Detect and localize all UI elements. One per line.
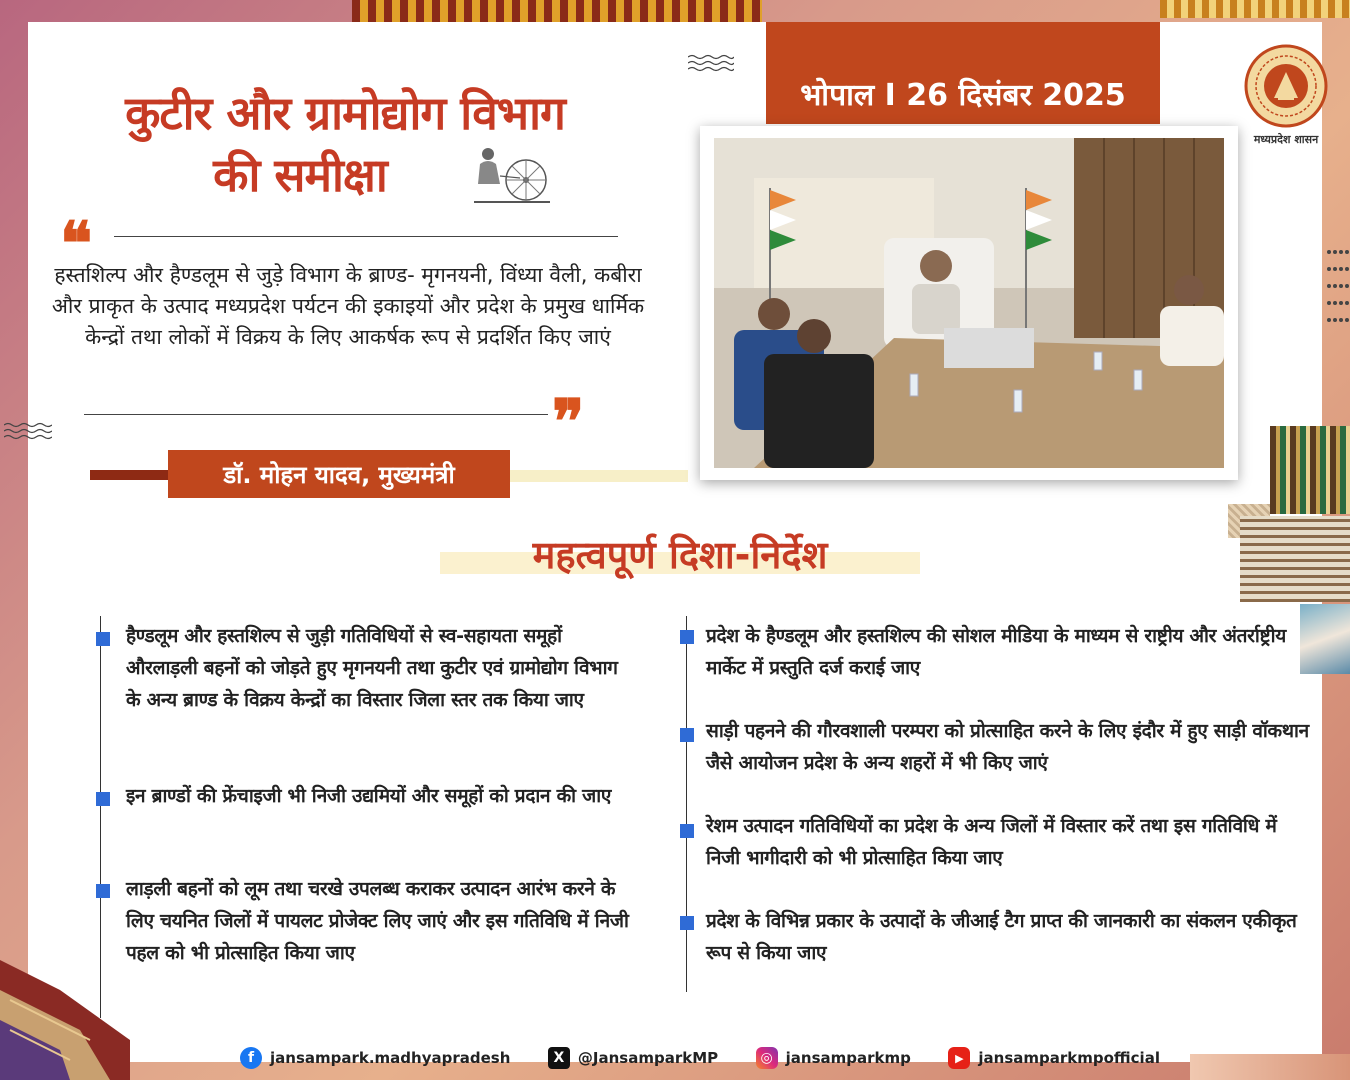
bullet-icon	[680, 728, 694, 742]
handloom-image-3	[1240, 516, 1350, 602]
meeting-photo-image	[714, 138, 1224, 468]
youtube-icon: ▶	[948, 1047, 970, 1069]
directive-left-3: लाड़ली बहनों को लूम तथा चरखे उपलब्ध कराकर उत्पादन आरंभ करने के लिए चयनित जिलों में पायलट प्रोजेक्ट लिए जाएं और इस गतिविधि में निजी पहल को भी प्रोत्साहित किया जाए	[126, 878, 629, 964]
facebook-link[interactable]	[240, 1047, 510, 1069]
title-line-2: की समीक्षा	[213, 148, 387, 202]
instagram-link[interactable]	[756, 1047, 911, 1069]
top-border-pattern	[352, 0, 762, 22]
directive-left-2: इन ब्राण्डों की फ्रेंचाइजी भी निजी उद्यमियों और समूहों को प्रदान की जाए	[126, 785, 612, 807]
quote-bottom-rule	[84, 414, 548, 415]
date-location-box	[766, 22, 1160, 124]
social-footer	[240, 1044, 1160, 1072]
attribution-bar-left	[90, 470, 168, 480]
bullet-icon	[680, 630, 694, 644]
attribution-name: डॉ. मोहन यादव, मुख्यमंत्री	[223, 460, 455, 489]
dot-pattern-decoration	[1326, 248, 1350, 328]
right-column-rule	[686, 616, 687, 992]
fabric-decoration	[0, 960, 130, 1080]
x-handle: @JansamparkMP	[577, 1049, 719, 1067]
top-right-border-pattern	[1160, 0, 1350, 18]
attribution-box	[168, 450, 510, 498]
bullet-icon	[96, 792, 110, 806]
facebook-icon: f	[240, 1047, 262, 1069]
date-text: भोपाल I 26 दिसंबर 2025	[800, 77, 1126, 113]
directive-left-1: हैण्डलूम और हस्तशिल्प से जुड़ी गतिविधियों से स्व-सहायता समूहों औरलाड़ली बहनों को जोड़ते हुए मृगनयनी तथा कुटीर एवं ग्रामोद्योग विभाग के अन्य ब्राण्ड के विक्रय केन्द्रों का विस्तार जिला स्तर तक किया जाए	[126, 625, 618, 711]
cm-quote-text: हस्तशिल्प और हैण्डलूम से जुड़े विभाग के ब्राण्ड- मृगनयनी, विंध्या वैली, कबीरा और प्राकृत के उत्पाद मध्यप्रदेश पर्यटन की इकाइयों और प्रदेश के प्रमुख धार्मिक केन्द्रों तथा लोकों में विक्रय के लिए आकर्षक रूप से प्रदर्शित किए जाएं	[51, 263, 645, 349]
handloom-image-4	[1300, 604, 1350, 674]
left-column-rule	[100, 616, 101, 1018]
bullet-icon	[680, 916, 694, 930]
bullet-icon	[96, 632, 110, 646]
wave-decoration-left	[4, 422, 52, 440]
emblem-caption: मध्यप्रदेश शासन	[1253, 133, 1319, 146]
quote-top-rule	[114, 236, 618, 237]
title-line-1: कुटीर और ग्रामोद्योग विभाग	[125, 86, 565, 140]
facebook-handle: jansampark.madhyapradesh	[270, 1049, 511, 1067]
bullet-icon	[680, 824, 694, 838]
youtube-handle: jansamparkmpofficial	[978, 1049, 1160, 1067]
directive-right-1: प्रदेश के हैण्डलूम और हस्तशिल्प की सोशल मीडिया के माध्यम से राष्ट्रीय और अंतर्राष्ट्रीय मार्केट में प्रस्तुति दर्ज कराई जाए	[706, 625, 1286, 679]
directive-right-4: प्रदेश के विभिन्न प्रकार के उत्पादों के जीआई टैग प्राप्त की जानकारी का संकलन एकीकृत रूप से किया जाए	[706, 910, 1297, 964]
youtube-link[interactable]	[948, 1047, 1160, 1069]
wave-decoration-top	[688, 54, 734, 72]
directive-right-3: रेशम उत्पादन गतिविधियों का प्रदेश के अन्य जिलों में विस्तार करें तथा इस गतिविधि में निजी भागीदारी को भी प्रोत्साहित किया जाए	[706, 815, 1277, 869]
mp-government-emblem-icon	[1244, 44, 1328, 128]
x-link[interactable]	[548, 1047, 718, 1069]
x-icon: X	[548, 1047, 570, 1069]
bullet-icon	[96, 884, 110, 898]
meeting-photo	[700, 126, 1238, 480]
quote-open-icon: ❝	[60, 209, 93, 279]
attribution-bar-right	[508, 470, 688, 482]
handloom-image-1	[1270, 426, 1350, 514]
directive-right-2: साड़ी पहनने की गौरवशाली परम्परा को प्रोत्साहित करने के लिए इंदौर में हुए साड़ी वॉकथान जैसे आयोजन प्रदेश के अन्य शहरों में भी किए जाएं	[706, 720, 1309, 774]
charkha-icon	[470, 140, 552, 206]
quote-close-icon: ❞	[552, 387, 585, 457]
bottom-right-decoration	[1190, 1054, 1350, 1080]
instagram-handle: jansamparkmp	[785, 1049, 911, 1067]
section-title: महत्वपूर्ण दिशा-निर्देश	[532, 533, 828, 577]
instagram-icon: ◎	[756, 1047, 778, 1069]
